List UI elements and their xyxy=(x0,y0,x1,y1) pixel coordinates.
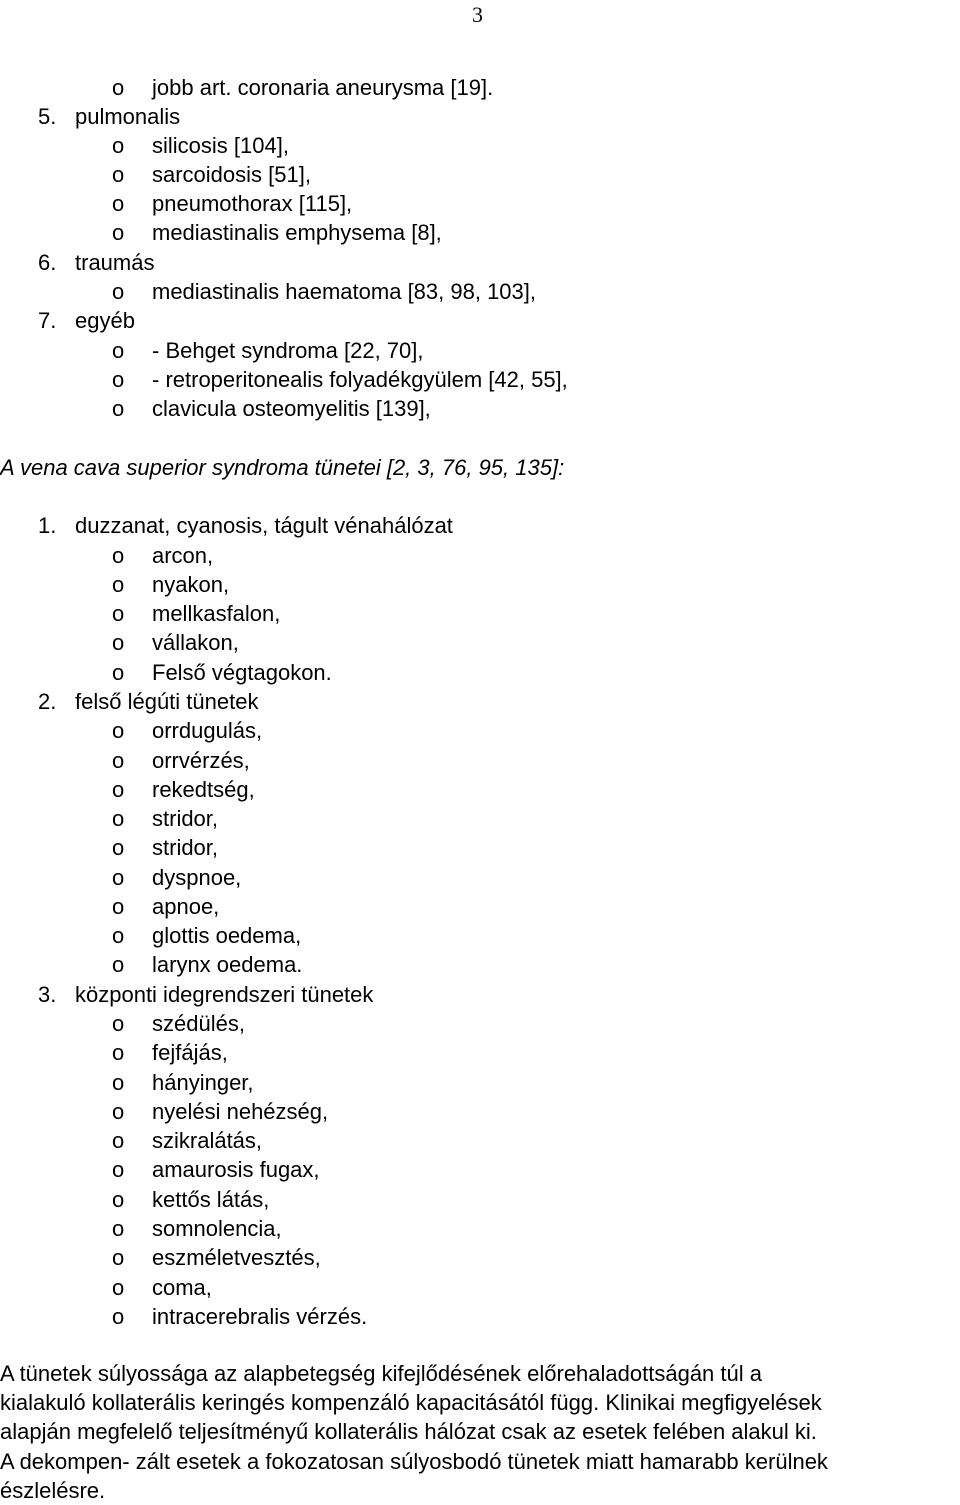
list-item-text: orrdugulás, xyxy=(152,718,263,743)
list-item-text: coma, xyxy=(152,1275,212,1300)
list-item-text: fejfájás, xyxy=(152,1040,228,1065)
paragraph-line: alapján megfelelő teljesítményű kollaterális hálózat csak az esetek felében alakul ki. xyxy=(0,1419,817,1445)
list-item-text: mediastinalis emphysema [8], xyxy=(152,220,442,245)
section-number: 1. xyxy=(38,513,57,538)
list-item-text: szikralátás, xyxy=(152,1128,263,1153)
bullet-marker: o xyxy=(112,601,125,626)
list-item-text: hányinger, xyxy=(152,1070,254,1095)
list-item-text: - retroperitonealis folyadékgyülem [42, 55], xyxy=(152,367,568,392)
paragraph-line: észlelésre. xyxy=(0,1477,106,1503)
bullet-marker: o xyxy=(112,660,125,685)
bullet-marker: o xyxy=(112,1245,125,1270)
list-item-text: clavicula osteomyelitis [139], xyxy=(152,396,431,421)
section-title: egyéb xyxy=(75,308,135,333)
list-item-text: arcon, xyxy=(152,543,214,568)
page-number: 3 xyxy=(472,2,483,27)
list-item-text: pneumothorax [115], xyxy=(152,191,353,216)
list-item-text: amaurosis fugax, xyxy=(152,1157,320,1182)
section-heading-italic: A vena cava superior syndroma tünetei [2, 3, 76, 95, 135]: xyxy=(0,455,565,480)
list-item-text: stridor, xyxy=(152,835,219,860)
bullet-marker: o xyxy=(112,396,125,421)
list-item-text: dyspnoe, xyxy=(152,865,242,890)
bullet-marker: o xyxy=(112,894,125,919)
section-number: 7. xyxy=(38,308,57,333)
list-item-text: - Behget syndroma [22, 70], xyxy=(152,338,424,363)
bullet-marker: o xyxy=(112,1070,125,1095)
bullet-marker: o xyxy=(112,1099,125,1124)
list-item-text: Felső végtagokon. xyxy=(152,660,332,685)
section-number: 2. xyxy=(38,689,57,714)
list-item-text: larynx oedema. xyxy=(152,952,303,977)
bullet-marker: o xyxy=(112,1040,125,1065)
list-item-text: glottis oedema, xyxy=(152,923,302,948)
list-item-text: somnolencia, xyxy=(152,1216,282,1241)
list-item-text: mediastinalis haematoma [83, 98, 103], xyxy=(152,279,537,304)
bullet-marker: o xyxy=(112,133,125,158)
bullet-marker: o xyxy=(112,162,125,187)
list-item-text: stridor, xyxy=(152,806,219,831)
paragraph-line: A dekompen- zált esetek a fokozatosan súlyosbodó tünetek miatt hamarabb kerülnek xyxy=(0,1448,828,1474)
list-item-text: jobb art. coronaria aneurysma [19]. xyxy=(152,75,494,100)
list-item-text: nyakon, xyxy=(152,572,230,597)
bullet-marker: o xyxy=(112,75,125,100)
list-item-text: orrvérzés, xyxy=(152,748,250,773)
bullet-marker: o xyxy=(112,279,125,304)
section-title: felső légúti tünetek xyxy=(75,689,259,714)
paragraph-line: kialakuló kollaterális keringés kompenzáló kapacitásától függ. Klinikai megfigyelések xyxy=(0,1390,822,1416)
bullet-marker: o xyxy=(112,630,125,655)
bullet-marker: o xyxy=(112,806,125,831)
section-title: központi idegrendszeri tünetek xyxy=(75,982,374,1007)
bullet-marker: o xyxy=(112,865,125,890)
section-number: 6. xyxy=(38,250,57,275)
bullet-marker: o xyxy=(112,1011,125,1036)
bullet-marker: o xyxy=(112,1275,125,1300)
section-title: pulmonalis xyxy=(75,104,181,129)
bullet-marker: o xyxy=(112,923,125,948)
bullet-marker: o xyxy=(112,1216,125,1241)
bullet-marker: o xyxy=(112,718,125,743)
body-paragraph xyxy=(0,1359,960,1505)
bullet-marker: o xyxy=(112,220,125,245)
list-item-text: sarcoidosis [51], xyxy=(152,162,311,187)
list-item-text: vállakon, xyxy=(152,630,239,655)
list-item-text: kettős látás, xyxy=(152,1187,270,1212)
bullet-marker: o xyxy=(112,367,125,392)
list-item-text: intracerebralis vérzés. xyxy=(152,1304,368,1329)
bullet-marker: o xyxy=(112,952,125,977)
bullet-marker: o xyxy=(112,543,125,568)
bullet-marker: o xyxy=(112,191,125,216)
list-item-text: mellkasfalon, xyxy=(152,601,281,626)
section-number: 3. xyxy=(38,982,57,1007)
bullet-marker: o xyxy=(112,1187,125,1212)
list-item-text: apnoe, xyxy=(152,894,220,919)
bullet-marker: o xyxy=(112,572,125,597)
list-item-text: szédülés, xyxy=(152,1011,245,1036)
list-item-text: eszméletvesztés, xyxy=(152,1245,321,1270)
section-number: 5. xyxy=(38,104,57,129)
section-title: duzzanat, cyanosis, tágult vénahálózat xyxy=(75,513,453,538)
bullet-marker: o xyxy=(112,1157,125,1182)
bullet-marker: o xyxy=(112,1128,125,1153)
list-item-text: rekedtség, xyxy=(152,777,255,802)
bullet-marker: o xyxy=(112,748,125,773)
bullet-marker: o xyxy=(112,835,125,860)
list-item-text: nyelési nehézség, xyxy=(152,1099,329,1124)
paragraph-line: A tünetek súlyossága az alapbetegség kifejlődésének előrehaladottságán túl a xyxy=(0,1361,762,1386)
list-item-text: silicosis [104], xyxy=(152,133,289,158)
section-title: traumás xyxy=(75,250,155,275)
bullet-marker: o xyxy=(112,1304,125,1329)
bullet-marker: o xyxy=(112,777,125,802)
bullet-marker: o xyxy=(112,338,125,363)
